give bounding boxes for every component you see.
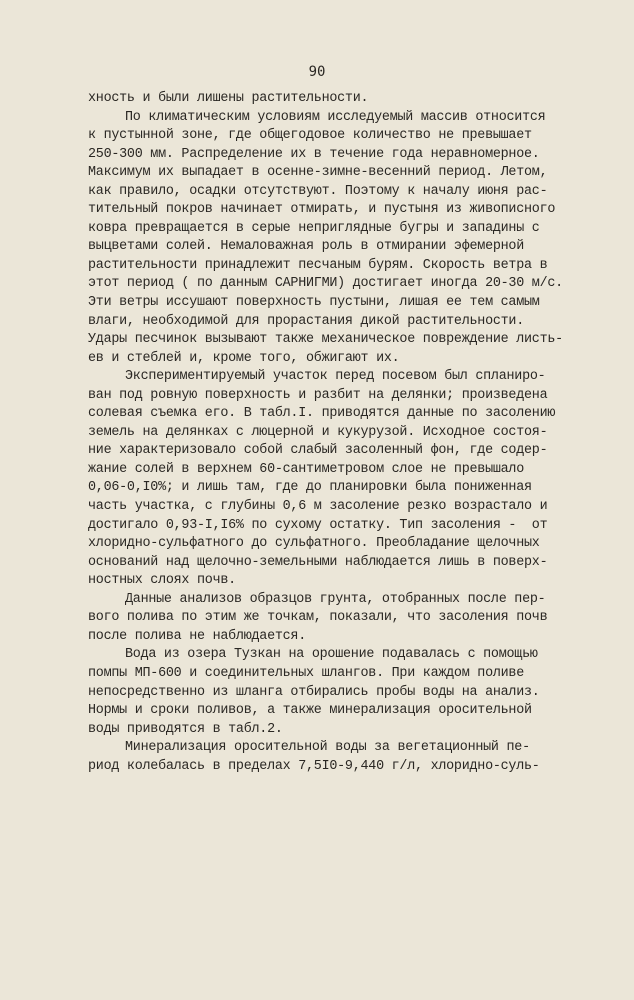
text-line: ностных слоях почв. xyxy=(88,573,236,589)
text-line: достигало 0,93-I,I6% по сухому остатку. Тип засоления - от xyxy=(88,517,548,533)
text-line: Экспериментируемый участок перед посевом был спланиро- xyxy=(125,369,546,385)
text-line: 0,06-0,I0%; и лишь там, где до планировки была пониженная xyxy=(88,480,532,496)
text-line: оснований над щелочно-земельными наблюдается лишь в поверх- xyxy=(88,554,548,570)
text-line: влаги, необходимой для прорастания дикой растительности. xyxy=(88,313,524,329)
text-line: 250-300 мм. Распределение их в течение года неравномерное. xyxy=(88,146,540,162)
text-line: Эти ветры иссушают поверхность пустыни, лишая ее тем самым xyxy=(88,295,540,311)
text-line: помпы МП-600 и соединительных шлангов. При каждом поливе xyxy=(88,665,524,681)
text-line: солевая съемка его. В табл.I. приводятся данные по засолению xyxy=(88,406,556,422)
text-line: Нормы и сроки поливов, а также минерализация оросительной xyxy=(88,703,532,719)
text-line: земель на делянках с люцерной и кукурузой. Исходное состоя- xyxy=(88,424,548,440)
page-number: 90 xyxy=(308,64,326,80)
text-line: Вода из озера Тузкан на орошение подавалась с помощью xyxy=(125,647,538,663)
text-line: ковра превращается в серые неприглядные бугры и западины с xyxy=(88,220,540,236)
text-line: ев и стеблей и, кроме того, обжигают их. xyxy=(88,350,400,366)
text-line: Минерализация оросительной воды за вегетационный пе- xyxy=(125,740,530,756)
text-line: непосредственно из шланга отбирались пробы воды на анализ. xyxy=(88,684,540,700)
text-line: хлоридно-сульфатного до сульфатного. Преобладание щелочных xyxy=(88,536,540,552)
text-line: часть участка, с глубины 0,6 м засоление резко возрастало и xyxy=(88,499,548,515)
text-line: этот период ( по данным САРНИГМИ) достигает иногда 20-30 м/с. xyxy=(88,276,563,292)
text-line: растительности принадлежит песчаным бурям. Скорость ветра в xyxy=(88,257,548,273)
text-line: риод колебалась в пределах 7,5I0-9,440 г/л, хлоридно-суль- xyxy=(88,758,540,774)
text-line: тительный покров начинает отмирать, и пустыня из живописного xyxy=(88,202,556,218)
text-line: выцветами солей. Немаловажная роль в отмирании эфемерной xyxy=(88,239,524,255)
text-line: ван под ровную поверхность и разбит на делянки; произведена xyxy=(88,387,548,403)
text-line: к пустынной зоне, где общегодовое количество не превышает xyxy=(88,128,532,144)
text-line: жание солей в верхнем 60-сантиметровом слое не превышало xyxy=(88,461,524,477)
body-text xyxy=(88,90,588,776)
text-line: как правило, осадки отсутствуют. Поэтому к началу июня рас- xyxy=(88,183,548,199)
text-line: воды приводятся в табл.2. xyxy=(88,721,283,737)
text-line: ние характеризовало собой слабый засоленный фон, где содер- xyxy=(88,443,548,459)
text-line: Максимум их выпадает в осенне-зимне-весенний период. Летом, xyxy=(88,165,548,181)
text-line: По климатическим условиям исследуемый массив относится xyxy=(125,109,546,125)
text-line: после полива не наблюдается. xyxy=(88,628,306,644)
text-line: хность и были лишены растительности. xyxy=(88,91,369,106)
text-line: Данные анализов образцов грунта, отобранных после пер- xyxy=(125,591,546,607)
text-line: вого полива по этим же точкам, показали, что засоления почв xyxy=(88,610,548,626)
text-line: Удары песчинок вызывают также механическое повреждение листь- xyxy=(88,332,563,348)
